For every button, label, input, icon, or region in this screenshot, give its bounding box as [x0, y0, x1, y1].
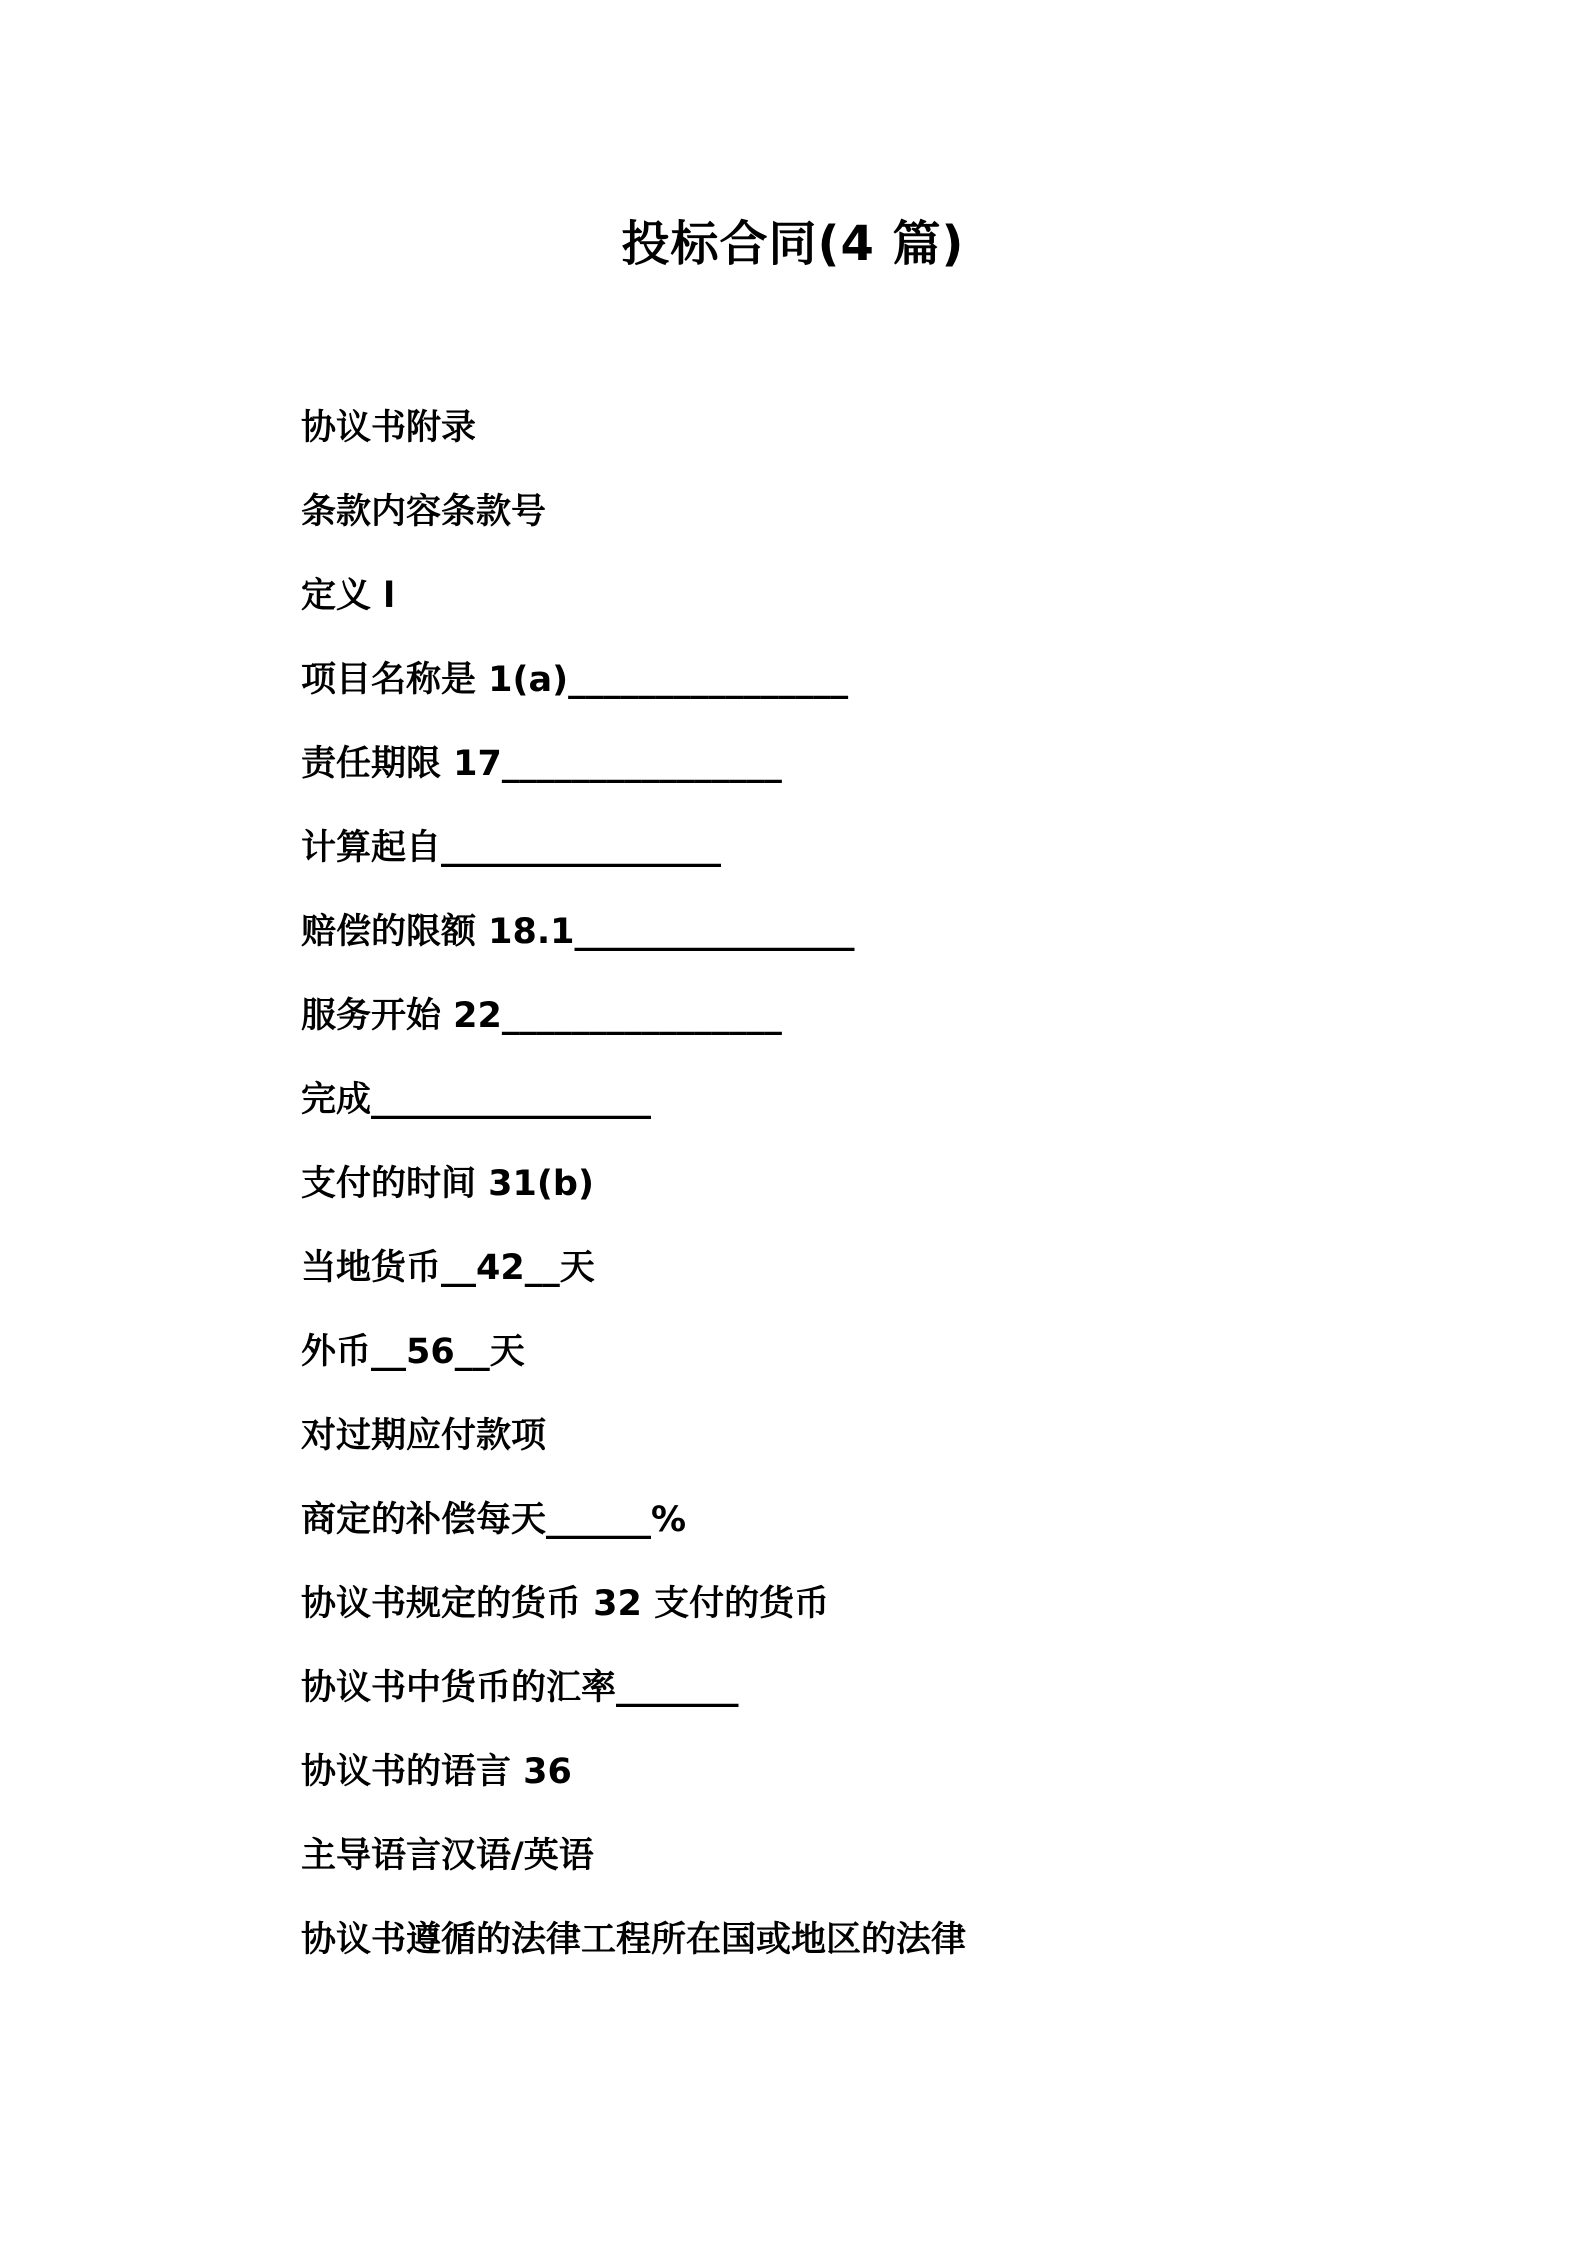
- document-line: 协议书附录: [301, 408, 477, 448]
- document-line: 赔偿的限额 18.1________________: [301, 912, 855, 952]
- document-line: 协议书的语言 36: [301, 1752, 572, 1792]
- document-line: 主导语言汉语/英语: [301, 1836, 594, 1876]
- document-title: 投标合同(4 篇): [621, 216, 965, 272]
- document-line: 协议书规定的货币 32 支付的货币: [301, 1584, 830, 1624]
- document-line: 项目名称是 1(a)________________: [301, 660, 849, 700]
- document-line: 定义 l: [301, 576, 396, 616]
- document-body: [301, 386, 1526, 1982]
- document-line: 责任期限 17________________: [301, 744, 782, 784]
- document-line: 服务开始 22________________: [301, 996, 782, 1036]
- document-line: 计算起自________________: [301, 828, 722, 868]
- document-line: 商定的补偿每天______%: [301, 1500, 687, 1540]
- document-line: 支付的时间 31(b): [301, 1164, 594, 1204]
- document-line: 当地货币__42__天: [301, 1248, 595, 1288]
- document-line: 协议书遵循的法律工程所在国或地区的法律: [301, 1920, 967, 1960]
- document-line: 完成________________: [301, 1080, 652, 1120]
- document-line: 对过期应付款项: [301, 1416, 547, 1456]
- document-line: 条款内容条款号: [301, 492, 547, 532]
- document-line: 外币__56__天: [301, 1332, 525, 1372]
- document-line: 协议书中货币的汇率_______: [301, 1668, 739, 1708]
